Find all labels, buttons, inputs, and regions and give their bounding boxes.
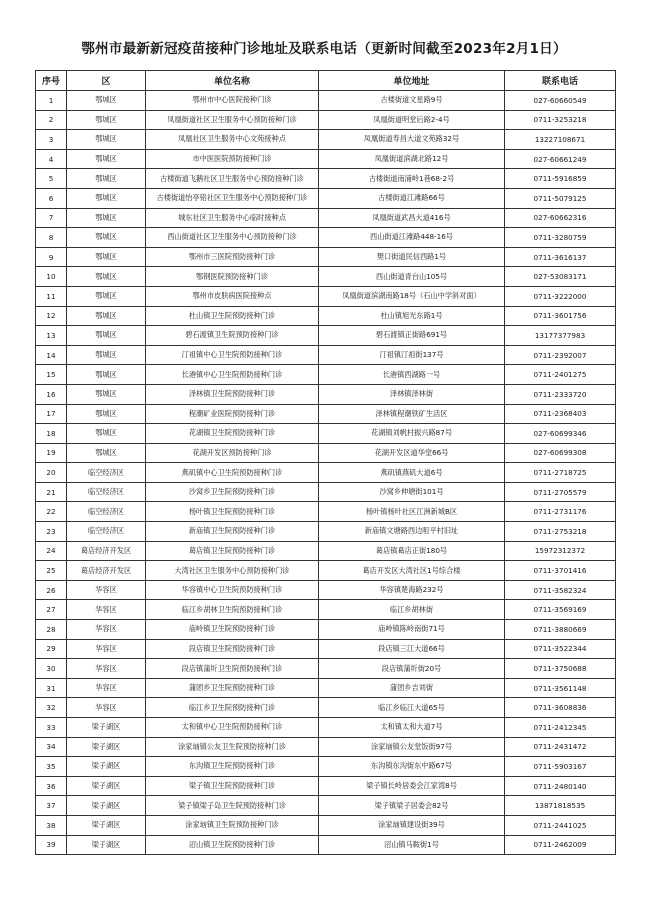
vaccination-clinic-table (35, 70, 616, 855)
cell-unit-name: 古楼街道怡亭铭社区卫生服务中心预防接种门诊 (146, 188, 319, 208)
cell-district: 鄂城区 (67, 91, 146, 111)
cell-index: 20 (36, 463, 67, 483)
table-row (36, 580, 616, 600)
cell-unit-address: 凤凰街道寿昌大道文苑路32号 (319, 130, 505, 150)
cell-unit-name: 杨叶镇卫生院预防接种门诊 (146, 502, 319, 522)
cell-index: 19 (36, 443, 67, 463)
column-header-unit-address: 单位地址 (319, 71, 505, 91)
table-row (36, 326, 616, 346)
cell-index: 35 (36, 757, 67, 777)
cell-phone: 0711-3569169 (505, 600, 616, 620)
cell-phone: 0711-2441025 (505, 815, 616, 835)
cell-phone: 0711-2333720 (505, 384, 616, 404)
cell-phone: 0711-2718725 (505, 463, 616, 483)
cell-phone: 027-53083171 (505, 267, 616, 287)
table-row (36, 561, 616, 581)
table-row (36, 502, 616, 522)
cell-unit-name: 沙窝乡卫生院预防接种门诊 (146, 482, 319, 502)
cell-unit-name: 燕矶镇中心卫生院预防接种门诊 (146, 463, 319, 483)
table-row (36, 482, 616, 502)
cell-index: 31 (36, 678, 67, 698)
table-row (36, 443, 616, 463)
cell-unit-address: 沙窝乡伸塘街101号 (319, 482, 505, 502)
table-row (36, 522, 616, 542)
cell-phone: 027-60661249 (505, 149, 616, 169)
table-row (36, 463, 616, 483)
table-row (36, 149, 616, 169)
cell-unit-address: 段店镇三江大道66号 (319, 639, 505, 659)
cell-district: 鄂城区 (67, 208, 146, 228)
cell-unit-name: 蒲团乡卫生院预防接种门诊 (146, 678, 319, 698)
table-row (36, 110, 616, 130)
cell-phone: 0711-2731176 (505, 502, 616, 522)
cell-district: 鄂城区 (67, 267, 146, 287)
cell-index: 7 (36, 208, 67, 228)
cell-unit-name: 市中医医院预防接种门诊 (146, 149, 319, 169)
cell-unit-name: 华容镇中心卫生院预防接种门诊 (146, 580, 319, 600)
cell-unit-name: 沼山镇卫生院预防接种门诊 (146, 835, 319, 855)
table-row (36, 757, 616, 777)
cell-phone: 0711-2753218 (505, 522, 616, 542)
cell-index: 10 (36, 267, 67, 287)
cell-index: 4 (36, 149, 67, 169)
cell-district: 鄂城区 (67, 130, 146, 150)
cell-district: 鄂城区 (67, 306, 146, 326)
table-row (36, 384, 616, 404)
cell-district: 华容区 (67, 639, 146, 659)
cell-district: 梁子湖区 (67, 757, 146, 777)
cell-index: 23 (36, 522, 67, 542)
cell-phone: 0711-2705579 (505, 482, 616, 502)
cell-unit-address: 东沟镇东沟街东中路67号 (319, 757, 505, 777)
cell-unit-name: 凤凰街道社区卫生服务中心预防接种门诊 (146, 110, 319, 130)
cell-index: 34 (36, 737, 67, 757)
cell-unit-address: 古楼街道江滩路66号 (319, 188, 505, 208)
cell-district: 华容区 (67, 600, 146, 620)
table-row (36, 698, 616, 718)
table-row (36, 659, 616, 679)
table-row (36, 600, 616, 620)
table-row (36, 247, 616, 267)
cell-unit-name: 杜山镇卫生院预防接种门诊 (146, 306, 319, 326)
cell-index: 27 (36, 600, 67, 620)
cell-unit-name: 段店镇卫生院预防接种门诊 (146, 639, 319, 659)
cell-phone: 0711-3561148 (505, 678, 616, 698)
cell-phone: 0711-3522344 (505, 639, 616, 659)
cell-unit-address: 汀祖镇汀祖街137号 (319, 345, 505, 365)
cell-unit-address: 华容镇楚海路232号 (319, 580, 505, 600)
cell-index: 8 (36, 228, 67, 248)
cell-district: 临空经济区 (67, 502, 146, 522)
cell-unit-address: 凤凰街道滨湖南路18号（石山中学斜对面） (319, 286, 505, 306)
cell-unit-name: 城东社区卫生服务中心临时接种点 (146, 208, 319, 228)
cell-district: 梁子湖区 (67, 718, 146, 738)
cell-unit-name: 西山街道社区卫生服务中心预防接种门诊 (146, 228, 319, 248)
cell-unit-address: 蒲团乡吉刘街 (319, 678, 505, 698)
cell-index: 18 (36, 424, 67, 444)
cell-phone: 0711-2412345 (505, 718, 616, 738)
cell-unit-name: 碧石渡镇卫生院预防接种门诊 (146, 326, 319, 346)
cell-unit-name: 鄂州市三医院预防接种门诊 (146, 247, 319, 267)
cell-unit-name: 泽林镇卫生院预防接种门诊 (146, 384, 319, 404)
cell-index: 5 (36, 169, 67, 189)
cell-district: 鄂城区 (67, 110, 146, 130)
cell-district: 梁子湖区 (67, 796, 146, 816)
cell-district: 鄂城区 (67, 424, 146, 444)
table-row (36, 678, 616, 698)
cell-phone: 027-60699346 (505, 424, 616, 444)
cell-index: 15 (36, 365, 67, 385)
cell-index: 21 (36, 482, 67, 502)
cell-unit-name: 东沟镇卫生院预防接种门诊 (146, 757, 319, 777)
cell-district: 葛店经济开发区 (67, 561, 146, 581)
cell-index: 22 (36, 502, 67, 522)
cell-index: 17 (36, 404, 67, 424)
cell-unit-name: 汀祖镇中心卫生院预防接种门诊 (146, 345, 319, 365)
cell-unit-address: 新庙镇文塘路西边咀平村旧址 (319, 522, 505, 542)
cell-unit-address: 古楼街道文星路9号 (319, 91, 505, 111)
cell-index: 14 (36, 345, 67, 365)
cell-unit-address: 泽林镇泽林街 (319, 384, 505, 404)
cell-district: 鄂城区 (67, 443, 146, 463)
cell-unit-address: 西山街道江滩路448-16号 (319, 228, 505, 248)
cell-index: 2 (36, 110, 67, 130)
cell-index: 9 (36, 247, 67, 267)
cell-index: 3 (36, 130, 67, 150)
cell-district: 梁子湖区 (67, 776, 146, 796)
table-row (36, 541, 616, 561)
cell-unit-address: 葛店镇葛店正街180号 (319, 541, 505, 561)
column-header-unit-name: 单位名称 (146, 71, 319, 91)
cell-phone: 0711-2431472 (505, 737, 616, 757)
cell-index: 36 (36, 776, 67, 796)
table-row (36, 208, 616, 228)
table-row (36, 835, 616, 855)
cell-phone: 0711-2392007 (505, 345, 616, 365)
cell-district: 华容区 (67, 678, 146, 698)
column-header-phone: 联系电话 (505, 71, 616, 91)
cell-district: 鄂城区 (67, 326, 146, 346)
cell-district: 临空经济区 (67, 482, 146, 502)
cell-phone: 0711-3616137 (505, 247, 616, 267)
cell-unit-name: 临江乡胡林卫生院预防接种门诊 (146, 600, 319, 620)
cell-index: 16 (36, 384, 67, 404)
cell-index: 30 (36, 659, 67, 679)
table-row (36, 796, 616, 816)
table-row (36, 365, 616, 385)
table-row (36, 776, 616, 796)
table-row (36, 404, 616, 424)
cell-phone: 027-60660549 (505, 91, 616, 111)
cell-index: 12 (36, 306, 67, 326)
cell-phone: 15972312372 (505, 541, 616, 561)
cell-district: 鄂城区 (67, 365, 146, 385)
table-row (36, 267, 616, 287)
cell-district: 鄂城区 (67, 404, 146, 424)
cell-phone: 0711-3750688 (505, 659, 616, 679)
cell-unit-name: 花湖镇卫生院预防接种门诊 (146, 424, 319, 444)
cell-unit-name: 大湾社区卫生服务中心预防接种门诊 (146, 561, 319, 581)
cell-phone: 13871818535 (505, 796, 616, 816)
cell-district: 临空经济区 (67, 522, 146, 542)
cell-phone: 0711-3582324 (505, 580, 616, 600)
cell-phone: 0711-3701416 (505, 561, 616, 581)
cell-phone: 0711-3880669 (505, 620, 616, 640)
cell-phone: 027-60699308 (505, 443, 616, 463)
cell-unit-name: 鄂州市中心医院接种门诊 (146, 91, 319, 111)
cell-district: 鄂城区 (67, 286, 146, 306)
table-header-row (36, 71, 616, 91)
cell-unit-address: 葛店开发区大湾社区1号综合楼 (319, 561, 505, 581)
cell-unit-name: 段店镇蒲圻卫生院预防接种门诊 (146, 659, 319, 679)
cell-unit-address: 凤凰街道武昌大道416号 (319, 208, 505, 228)
cell-index: 33 (36, 718, 67, 738)
cell-phone: 13227108671 (505, 130, 616, 150)
table-row (36, 639, 616, 659)
cell-district: 梁子湖区 (67, 737, 146, 757)
cell-phone: 0711-2480140 (505, 776, 616, 796)
cell-unit-address: 长港镇西湖路一号 (319, 365, 505, 385)
cell-unit-address: 花湖镇刘帆村振兴路87号 (319, 424, 505, 444)
cell-unit-address: 段店镇蒲圻街20号 (319, 659, 505, 679)
cell-unit-address: 庙岭镇陈岭南街71号 (319, 620, 505, 640)
table-row (36, 718, 616, 738)
cell-unit-address: 碧石渡镇正街路691号 (319, 326, 505, 346)
cell-district: 鄂城区 (67, 169, 146, 189)
cell-district: 华容区 (67, 659, 146, 679)
table-row (36, 306, 616, 326)
cell-phone: 0711-5079125 (505, 188, 616, 208)
document-title: 鄂州市最新新冠疫苗接种门诊地址及联系电话（更新时间截至2023年2月1日） (81, 41, 567, 57)
cell-unit-name: 鄂州市皮肤病医院接种点 (146, 286, 319, 306)
cell-district: 鄂城区 (67, 228, 146, 248)
cell-phone: 0711-3253218 (505, 110, 616, 130)
table-row (36, 188, 616, 208)
cell-district: 鄂城区 (67, 384, 146, 404)
cell-unit-address: 临江乡胡林街 (319, 600, 505, 620)
cell-index: 1 (36, 91, 67, 111)
cell-district: 鄂城区 (67, 247, 146, 267)
cell-phone: 0711-5903167 (505, 757, 616, 777)
cell-index: 32 (36, 698, 67, 718)
cell-unit-name: 梁子镇卫生院预防接种门诊 (146, 776, 319, 796)
table-row (36, 169, 616, 189)
column-header-district: 区 (67, 71, 146, 91)
cell-district: 梁子湖区 (67, 835, 146, 855)
cell-phone: 0711-3601756 (505, 306, 616, 326)
cell-unit-address: 杨叶镇杨叶社区江洲新城B区 (319, 502, 505, 522)
cell-district: 葛店经济开发区 (67, 541, 146, 561)
cell-district: 临空经济区 (67, 463, 146, 483)
cell-index: 24 (36, 541, 67, 561)
cell-unit-address: 凤凰街道明堂后路2-4号 (319, 110, 505, 130)
cell-unit-address: 临江乡临江大道65号 (319, 698, 505, 718)
cell-unit-address: 沼山镇马鞍街1号 (319, 835, 505, 855)
table-row (36, 130, 616, 150)
cell-index: 25 (36, 561, 67, 581)
cell-phone: 0711-2401275 (505, 365, 616, 385)
table-row (36, 815, 616, 835)
cell-unit-name: 涂家垴镇公友卫生院预防接种门诊 (146, 737, 319, 757)
cell-district: 鄂城区 (67, 188, 146, 208)
cell-unit-name: 临江乡卫生院预防接种门诊 (146, 698, 319, 718)
cell-unit-name: 凤凰社区卫生服务中心文苑接种点 (146, 130, 319, 150)
cell-index: 29 (36, 639, 67, 659)
cell-index: 37 (36, 796, 67, 816)
cell-unit-name: 程潮矿业医院预防接种门诊 (146, 404, 319, 424)
cell-phone: 027-60662316 (505, 208, 616, 228)
cell-unit-name: 古楼街道飞鹅社区卫生服务中心预防接种门诊 (146, 169, 319, 189)
cell-index: 28 (36, 620, 67, 640)
cell-index: 38 (36, 815, 67, 835)
cell-unit-name: 鄂钢医院预防接种门诊 (146, 267, 319, 287)
cell-unit-address: 梁子镇长岭居委会江家湾8号 (319, 776, 505, 796)
cell-unit-name: 新庙镇卫生院预防接种门诊 (146, 522, 319, 542)
cell-phone: 0711-3608836 (505, 698, 616, 718)
cell-unit-address: 涂家垴镇建设街39号 (319, 815, 505, 835)
cell-unit-address: 涂家垴镇公友堂饭街97号 (319, 737, 505, 757)
cell-district: 梁子湖区 (67, 815, 146, 835)
cell-phone: 0711-2368403 (505, 404, 616, 424)
cell-unit-address: 古楼街道南浦岭1巷68-2号 (319, 169, 505, 189)
cell-index: 26 (36, 580, 67, 600)
cell-unit-name: 葛店镇卫生院预防接种门诊 (146, 541, 319, 561)
cell-unit-name: 花湖开发区预防接种门诊 (146, 443, 319, 463)
cell-phone: 0711-5916859 (505, 169, 616, 189)
cell-unit-address: 梁子镇梁子居委会82号 (319, 796, 505, 816)
column-header-index: 序号 (36, 71, 67, 91)
table-row (36, 228, 616, 248)
cell-unit-name: 庙岭镇卫生院预防接种门诊 (146, 620, 319, 640)
cell-unit-address: 西山街道青台山105号 (319, 267, 505, 287)
cell-unit-address: 杜山镇旭光东路1号 (319, 306, 505, 326)
cell-unit-address: 花湖开发区道华堂66号 (319, 443, 505, 463)
cell-index: 13 (36, 326, 67, 346)
table-body (36, 91, 616, 855)
table-row (36, 345, 616, 365)
cell-unit-address: 樊口街道民信西路1号 (319, 247, 505, 267)
table-row (36, 737, 616, 757)
cell-unit-name: 涂家垴镇卫生院预防接种门诊 (146, 815, 319, 835)
cell-phone: 13177377983 (505, 326, 616, 346)
cell-district: 鄂城区 (67, 149, 146, 169)
cell-unit-name: 长港镇中心卫生院预防接种门诊 (146, 365, 319, 385)
cell-unit-name: 梁子镇梁子岛卫生院预防接种门诊 (146, 796, 319, 816)
cell-index: 11 (36, 286, 67, 306)
cell-district: 华容区 (67, 698, 146, 718)
cell-unit-address: 燕矶镇燕矶大道6号 (319, 463, 505, 483)
cell-district: 鄂城区 (67, 345, 146, 365)
cell-unit-address: 凤凰街道滨湖北路12号 (319, 149, 505, 169)
cell-district: 华容区 (67, 580, 146, 600)
cell-unit-name: 太和镇中心卫生院预防接种门诊 (146, 718, 319, 738)
cell-district: 华容区 (67, 620, 146, 640)
cell-unit-address: 泽林镇程潮铁矿生活区 (319, 404, 505, 424)
cell-phone: 0711-3280759 (505, 228, 616, 248)
cell-phone: 0711-2462009 (505, 835, 616, 855)
table-row (36, 620, 616, 640)
cell-index: 6 (36, 188, 67, 208)
cell-index: 39 (36, 835, 67, 855)
cell-phone: 0711-3222000 (505, 286, 616, 306)
table-row (36, 286, 616, 306)
cell-unit-address: 太和镇太和大道7号 (319, 718, 505, 738)
table-row (36, 424, 616, 444)
table-row (36, 91, 616, 111)
